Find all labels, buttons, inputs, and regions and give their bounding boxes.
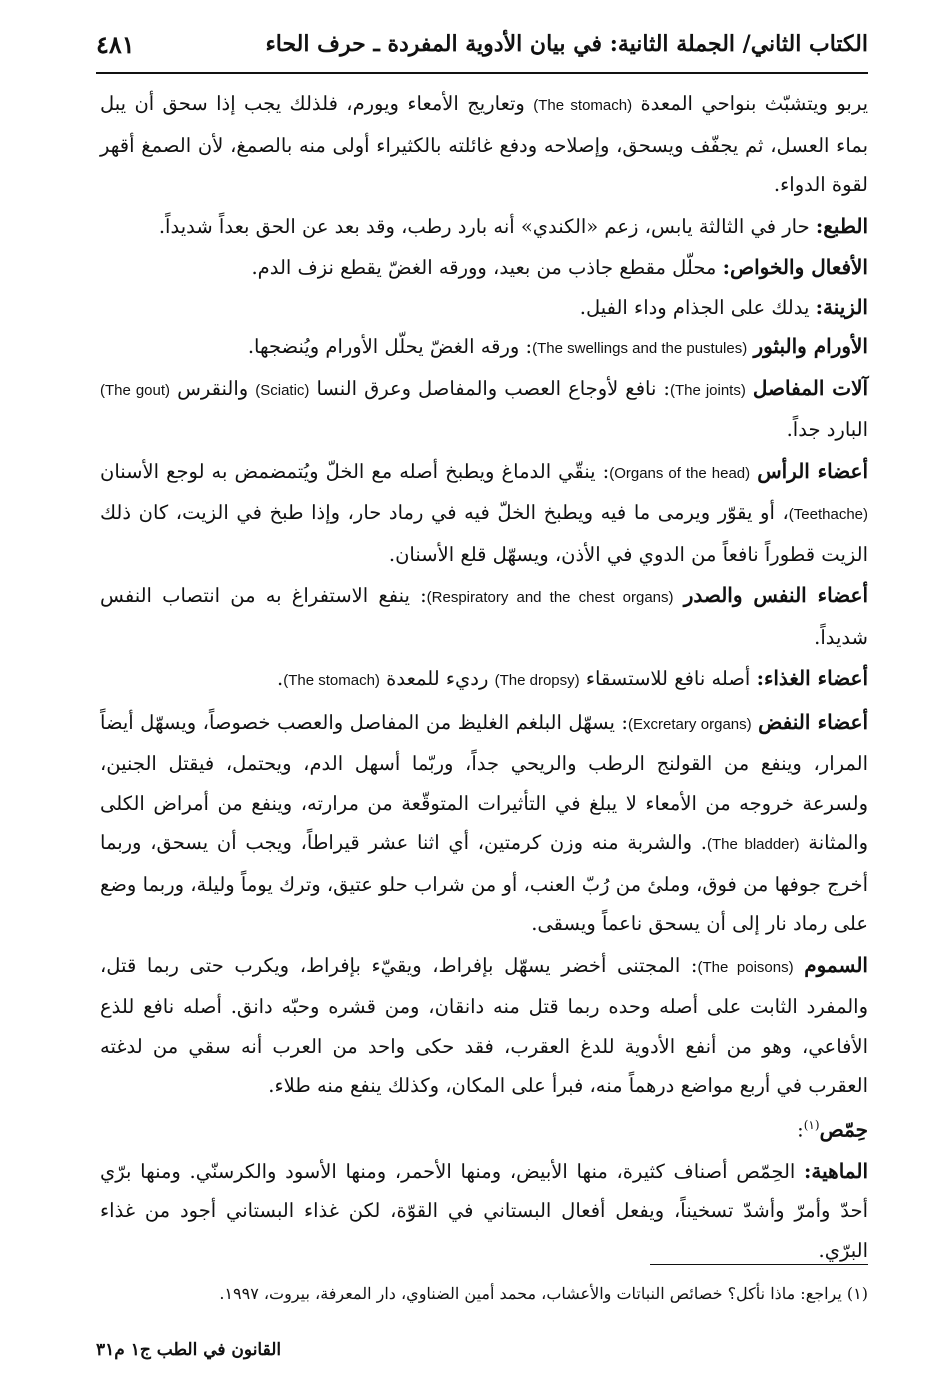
entry-term: أعضاء الرأس — [757, 458, 868, 483]
entry-term: أعضاء النفض — [758, 709, 869, 734]
entry-term: الأورام والبثور — [753, 334, 868, 358]
english-gloss: (Organs of the head) — [609, 464, 751, 482]
entry-nafd — [100, 703, 868, 944]
entry-text: حار في الثالثة يابس، زعم «الكندي» أنه بارد رطب، وقد بعد عن الحق بعداً شديداً. — [158, 214, 810, 238]
entry-text: الحِمّص أصناف كثيرة، منها الأبيض، ومنها الأحمر، ومنها الأسود والكرسنّي. ومنها برّي أحدّ وأمرّ وأشدّ تسخيناً، ويفعل أفعال البستاني في القوّة، لكن غذاء البستاني أجود من غذاء البرّي. — [100, 1159, 868, 1262]
english-gloss: (The poisons) — [697, 958, 794, 976]
signature-mark: القانون في الطب ج١ م٣١ — [96, 1340, 282, 1360]
entry-afaal — [100, 248, 868, 288]
entry-text: رديء للمعدة — [386, 667, 489, 690]
english-gloss: (Sciatic) — [255, 381, 310, 399]
header-title: الكتاب الثاني/ الجملة الثانية: في بيان الأدوية المفردة ـ حرف الحاء — [265, 31, 868, 57]
running-header — [96, 24, 868, 64]
entry-text: . والشربة منه وزن كرمتين، أي اثنا عشر قيراطاً، ويجب أن يسحق، وربما أخرج جوفها من فوق، وملئ من رُبّ العنب، أو من شراب حلو عتيق، وترك يوماً وليلة، وربما وضع على رماد نار إلى أن يسحق ناعماً ويسقى. — [100, 831, 868, 935]
entry-text: : نافع لأوجاع العصب والمفاصل وعرق النسا — [316, 376, 670, 400]
english-gloss: (The bladder) — [706, 836, 800, 853]
entry-term: الطبع: — [815, 213, 868, 238]
english-gloss: (The joints) — [669, 381, 746, 399]
text-run: وتعاريج الأمعاء ويورم، فلذلك يجب إذا سحق أن يبل بماء العسل، ثم يجفّف ويسحق، وإصلاحه ودفع غائلته بالكثيراء أولى منه بالصمغ، لأن الصمغ أقهر لقوة الدواء. — [100, 92, 868, 196]
footnote: (١) يراجع: ماذا نأكل؟ خصائص النباتات والأعشاب، محمد أمين الضناوي، دار المعرفة، بيروت، ١٩٩٧. — [219, 1284, 868, 1303]
paragraph-continuation — [100, 84, 868, 205]
english-gloss: (The swellings and the pustules) — [532, 340, 748, 357]
entry-term: السموم — [804, 952, 868, 977]
english-gloss: (Teethache) — [788, 506, 868, 523]
entry-text: محلّل مقطع جاذب من بعيد، وورقه الغضّ يقطع نزف الدم. — [251, 256, 717, 279]
subsection-heading — [100, 1106, 868, 1150]
entry-text: : ورقه الغضّ يحلّل الأورام ويُنضجها. — [247, 335, 533, 358]
entry-text: يدلك على الجذام وداء الفيل. — [579, 295, 810, 319]
english-gloss: (The stomach) — [533, 97, 633, 114]
heading-colon: : — [797, 1118, 804, 1141]
entry-sumum — [100, 946, 868, 1106]
entry-text: البارد جداً. — [786, 418, 868, 441]
entry-text: : ينفع الاستفراغ به من انتصاب النفس شديداً. — [100, 584, 868, 649]
entry-mahiya — [100, 1152, 868, 1271]
entry-tabi — [100, 207, 868, 247]
entry-term: الأفعال والخواص: — [722, 255, 868, 279]
footnote-ref: (١) — [803, 1117, 820, 1132]
entry-text: . — [277, 667, 284, 690]
entry-mafasil — [100, 369, 868, 450]
entry-text: : ينقّي الدماغ ويطبخ أصله مع الخلّ ويُتمضمض به لوجع الأسنان — [100, 459, 610, 483]
entry-nafas — [100, 576, 868, 657]
entry-zina — [100, 288, 868, 328]
entry-text: : يسهّل البلغم الغليظ من المفاصل والعصب خصوصاً، ويسهّل أيضاً المرار، وينفع من القولنج الرطب والريحي جداً، وربّما أسهل الدم، ويحتمل، فيقتل الجنين، ولسرعة خروجه من الأمعاء لا يبلغ في التأثيرات المتوقّعة من مرارته، وينفع من أمراض الكلى والمثانة — [100, 710, 868, 854]
main-text — [100, 84, 868, 1270]
entry-ras — [100, 452, 868, 575]
entry-term: أعضاء الغذاء: — [756, 666, 868, 690]
subsection-title: حِمّص — [819, 1117, 868, 1141]
english-gloss: (The stomach) — [283, 672, 380, 689]
text-run: يربو ويتشبّث بنواحي المعدة — [640, 92, 869, 115]
footnote-divider — [650, 1264, 868, 1265]
header-divider — [96, 72, 868, 74]
entry-term: الزينة: — [815, 294, 868, 319]
entry-text: : المجتنى أخضر يسهّل بإفراط، ويقيّء بإفراط، ويكرب حتى ربما قتل، والمفرد الثابت على أصله وحده ربما قتل منه دانقان، ومن قشره وحبّه دانق. أصله نافع للذع الأفاعي، وهو من أنفع الأدوية للدغ العقرب، فقد حكى واحد من العرب أنه سقي من لدغته العقرب في أربع مواضع درهماً منه، فبرأ على المكان، وكذلك ينفع منه طلاء. — [100, 953, 868, 1097]
entry-ghitha — [100, 659, 868, 701]
entry-text: ، أو يقوّر ويرمى ما فيه ويطبخ الخلّ فيه في رماد حار، وإذا طبخ في الزيت، كان ذلك الزيت قطوراً نافعاً من الدوي في الأذن، ويسهّل قلع الأسنان. — [100, 501, 868, 566]
entry-term: آلات المفاصل — [752, 375, 869, 400]
entry-awram — [100, 327, 868, 369]
english-gloss: (The dropsy) — [494, 672, 580, 689]
entry-text: والنقرس — [177, 376, 249, 400]
english-gloss: (Excretary organs) — [627, 715, 752, 733]
entry-text: أصله نافع للاستسقاء — [585, 667, 751, 690]
english-gloss: (The gout) — [100, 381, 171, 399]
page-number: ٤٨١ — [96, 29, 135, 59]
entry-term: أعضاء النفس والصدر — [683, 583, 868, 607]
entry-term: الماهية: — [804, 1158, 868, 1183]
english-gloss: (Respiratory and the chest organs) — [426, 589, 674, 606]
